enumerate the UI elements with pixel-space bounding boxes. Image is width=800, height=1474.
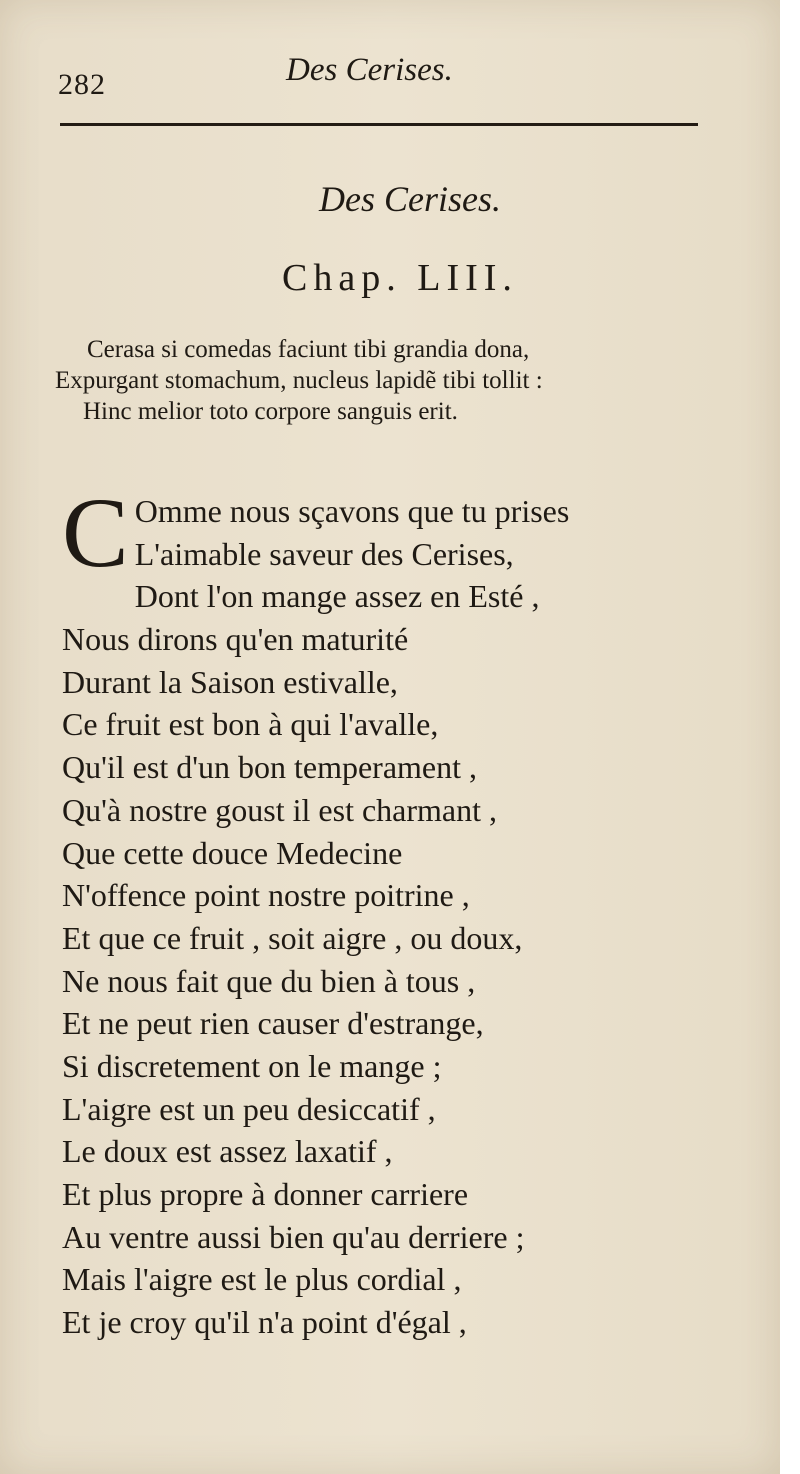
drop-cap: C xyxy=(62,477,129,588)
poem-line: Ne nous fait que du bien à tous , xyxy=(62,962,476,999)
poem-line: Mais l'aigre est le plus cordial , xyxy=(62,1261,462,1298)
running-head: Des Cerises. xyxy=(286,52,453,88)
scan-margin xyxy=(780,0,800,1474)
poem-line: Ce fruit est bon à qui l'avalle, xyxy=(62,706,439,743)
poem-line: Qu'il est d'un bon temperament , xyxy=(62,749,477,786)
poem xyxy=(62,477,742,1344)
chapter-heading: Chap. LIII. xyxy=(282,257,518,299)
poem-line: Que cette douce Medecine xyxy=(62,834,403,871)
poem-line: Omme nous sçavons que tu prises xyxy=(134,493,570,529)
poem-line: Durant la Saison estivalle, xyxy=(62,663,398,700)
poem-line: N'offence point nostre poitrine , xyxy=(62,877,470,914)
latin-epigraph xyxy=(55,334,755,427)
poem-line: Nous dirons qu'en maturité xyxy=(62,621,409,658)
epigraph-line: Hinc melior toto corpore sanguis erit. xyxy=(83,398,458,425)
poem-line: Si discretement on le mange ; xyxy=(62,1047,442,1084)
poem-line: Et ne peut rien causer d'estrange, xyxy=(62,1005,484,1042)
page-header xyxy=(50,48,710,101)
poem-line: Qu'à nostre goust il est charmant , xyxy=(62,791,497,828)
poem-line: L'aimable saveur des Cerises, xyxy=(134,535,514,572)
poem-line: Au ventre aussi bien qu'au derriere ; xyxy=(62,1218,525,1255)
epigraph-line: Cerasa si comedas faciunt tibi grandia dona, xyxy=(87,336,530,363)
poem-line: Et plus propre à donner carriere xyxy=(62,1176,469,1212)
poem-line: L'aigre est un peu desiccatif , xyxy=(62,1090,436,1127)
poem-line: Et je croy qu'il n'a point d'égal , xyxy=(62,1304,467,1341)
header-rule xyxy=(60,123,698,126)
poem-line: Le doux est assez laxatif , xyxy=(62,1133,393,1170)
poem-line: Et que ce fruit , soit aigre , ou doux, xyxy=(62,919,523,956)
epigraph-line: Expurgant stomachum, nucleus lapidẽ tibi tollit : xyxy=(55,367,543,394)
page-number: 282 xyxy=(58,68,106,101)
poem-line: Dont l'on mange assez en Esté , xyxy=(134,578,540,615)
section-title: Des Cerises. xyxy=(319,179,501,219)
